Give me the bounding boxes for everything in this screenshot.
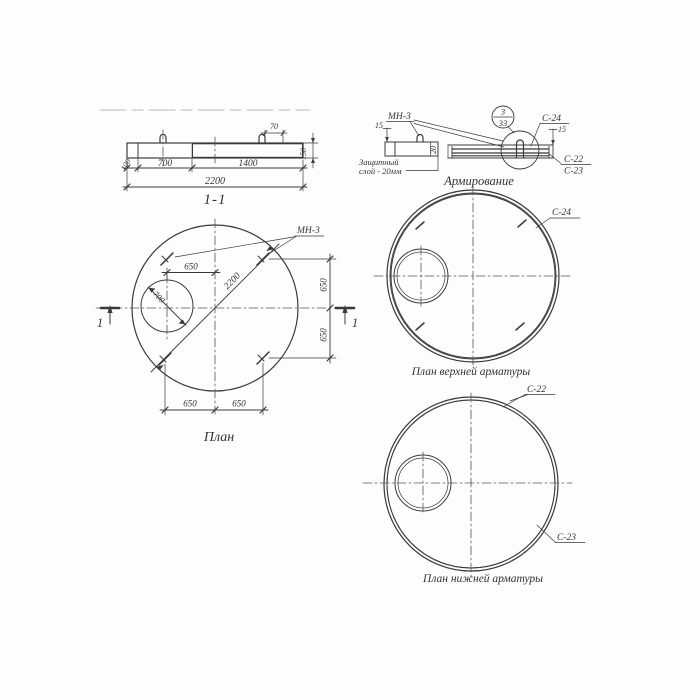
section-mark-1: 1 (96, 316, 104, 330)
dim-edge-right (549, 125, 566, 145)
note-line2: слой - 20мм (359, 166, 402, 176)
lower-mesh-plan (363, 385, 585, 585)
dim-650-top: 650 (184, 261, 198, 272)
callout-detail-number: 3 (500, 106, 506, 117)
detail-callout (492, 106, 514, 133)
dim-bottom-group (160, 363, 268, 415)
mn3-label: МН-3 (388, 112, 411, 122)
lifting-loop-icon (259, 134, 265, 143)
lower-c23-label-group (537, 525, 585, 543)
concrete-texture (193, 144, 303, 158)
dim-650-right-upper: 650 (318, 278, 329, 292)
dim-650-bottom-left: 650 (183, 398, 197, 409)
reinforcement-title: Армирование (444, 174, 514, 188)
dim-1400: 1400 (238, 159, 258, 169)
dim-2200: 2200 (205, 176, 225, 187)
dim-total (123, 176, 307, 190)
dim-15-left: 15 (375, 121, 383, 130)
dim-700-value: 700 (151, 288, 168, 305)
dim-thickness-value: 150 (299, 148, 308, 160)
dim-15-right: 15 (558, 125, 566, 134)
dim-thickness (299, 133, 318, 168)
c24-label: С-24 (542, 114, 561, 124)
dim-right-group (269, 254, 336, 363)
section-mark-right-group (336, 305, 358, 330)
c22-c23-label-group (548, 153, 591, 177)
section-mark-1: 1 (351, 316, 359, 330)
upper-mesh-plan (374, 186, 580, 378)
upper-mesh-title: План верхней арматуры (411, 366, 531, 378)
lifting-loop-icon (417, 135, 423, 143)
section-1-1-view (119, 122, 318, 208)
callout-sheet-number: 33 (498, 118, 508, 128)
dim-650-bottom-right: 650 (232, 398, 246, 409)
note-line1: Защитный (359, 157, 399, 167)
reinf-slab-right (448, 145, 553, 158)
c22-label: С-22 (564, 155, 583, 165)
dim-100: 100 (118, 157, 133, 173)
detail-circle (501, 131, 539, 169)
mn3-label: МН-3 (297, 226, 320, 236)
lower-c22-label-group (503, 385, 555, 407)
c23-label: С-23 (557, 533, 576, 543)
plan-view (96, 219, 358, 445)
dim-loop-value: 70 (270, 122, 278, 131)
section-mark-left-group (97, 305, 119, 330)
upper-loop-marks (416, 220, 526, 330)
c22-label: С-22 (527, 385, 546, 395)
dim-cover-value: 20 (429, 146, 438, 154)
dim-edge-left (375, 121, 391, 142)
dim-2200-value: 2200 (222, 271, 243, 292)
section-title: 1-1 (203, 192, 227, 208)
reinforcement-section-view (359, 106, 591, 188)
plan-mn3-label-group (175, 226, 324, 257)
plan-title: План (203, 430, 235, 445)
dim-700: 700 (157, 159, 173, 169)
dim-hole-offset-group (162, 262, 220, 281)
lower-mesh-title: План нижней арматуры (423, 573, 543, 585)
protective-layer-note (359, 156, 438, 176)
c24-label: С-24 (552, 208, 571, 218)
c23-label: С-23 (564, 166, 583, 177)
dim-650-right-lower: 650 (318, 328, 329, 342)
slab-end-hatch (127, 143, 138, 158)
